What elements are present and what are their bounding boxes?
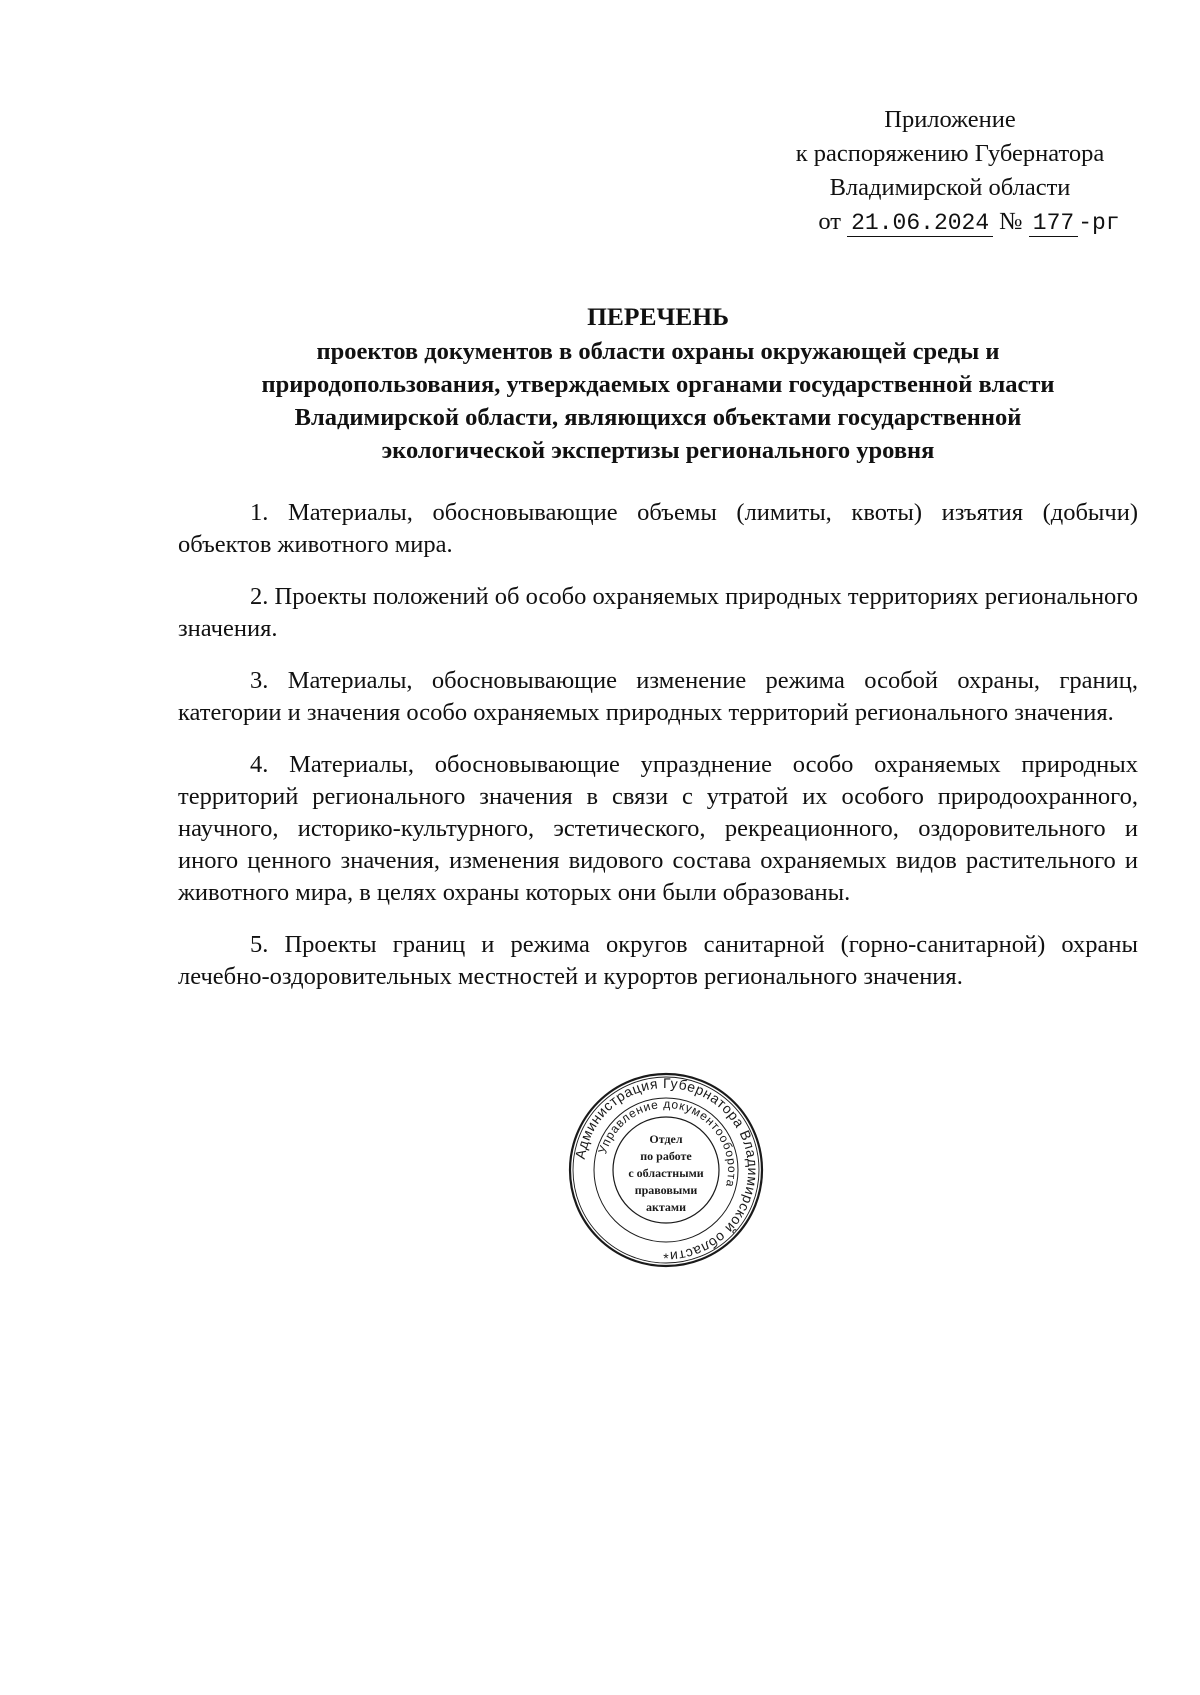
stamp-center-line: актами [645,1200,687,1214]
official-stamp [566,1070,766,1270]
stamp-graphic [566,1070,766,1270]
document-title [178,300,1138,467]
list-item: 1. Материалы, обосновывающие объемы (лимиты, квоты) изъятия (добычи) объектов животного мира. [178,499,1138,558]
number-suffix: -рг [1078,210,1120,236]
appendix-reference: к распоряжению Губернатора [795,140,1105,167]
number-value: 177 [1029,210,1078,237]
title-line: проектов документов в области охраны окружающей среды и [316,338,1000,365]
stamp-inner-text: Управление документооборота [595,1096,740,1189]
stamp-center-line: правовыми [634,1183,698,1197]
number-sign: № [999,208,1023,235]
title-line: экологической экспертизы регионального уровня [381,437,935,464]
stamp-center-line: Отдел [649,1132,683,1146]
title-line: Владимирской области, являющихся объектами государственной [294,404,1022,431]
stamp-center-line: по работе [640,1149,692,1163]
date-value: 21.06.2024 [847,210,993,237]
stamp-outer-text: Администрация Губернатора Владимирской области [571,1074,762,1265]
list-item: 5. Проекты границ и режима округов санитарной (горно-санитарной) охраны лечебно-оздоровительных местностей и курортов регионального значения. [178,931,1138,990]
item-list [178,497,1138,1013]
appendix-region: Владимирской области [829,174,1071,201]
title-heading: ПЕРЕЧЕНЬ [587,302,729,331]
appendix-date-line [760,205,1140,240]
list-item: 3. Материалы, обосновывающие изменение режима особой охраны, границ, категории и значения особо охраняемых природных территорий регионального значения. [178,667,1138,726]
stamp-star-icon: * [663,1250,669,1266]
date-prefix: от [818,208,841,235]
stamp-center-line: с областными [628,1166,704,1180]
title-line: природопользования, утверждаемых органами государственной власти [261,371,1055,398]
appendix-title: Приложение [884,106,1016,133]
list-item: 4. Материалы, обосновывающие упразднение особо охраняемых природных территорий регионального значения в связи с утратой их особого природоохранного, научного, историко-культурного, эстетического, рекреационного, оздоровительного и иного ценного значения, изменения видового состава охраняемых видов растительного и животного мира, в целях охраны которых они были образованы. [178,751,1138,906]
appendix-header [760,103,1140,240]
list-item: 2. Проекты положений об особо охраняемых природных территориях регионального значения. [178,583,1138,642]
